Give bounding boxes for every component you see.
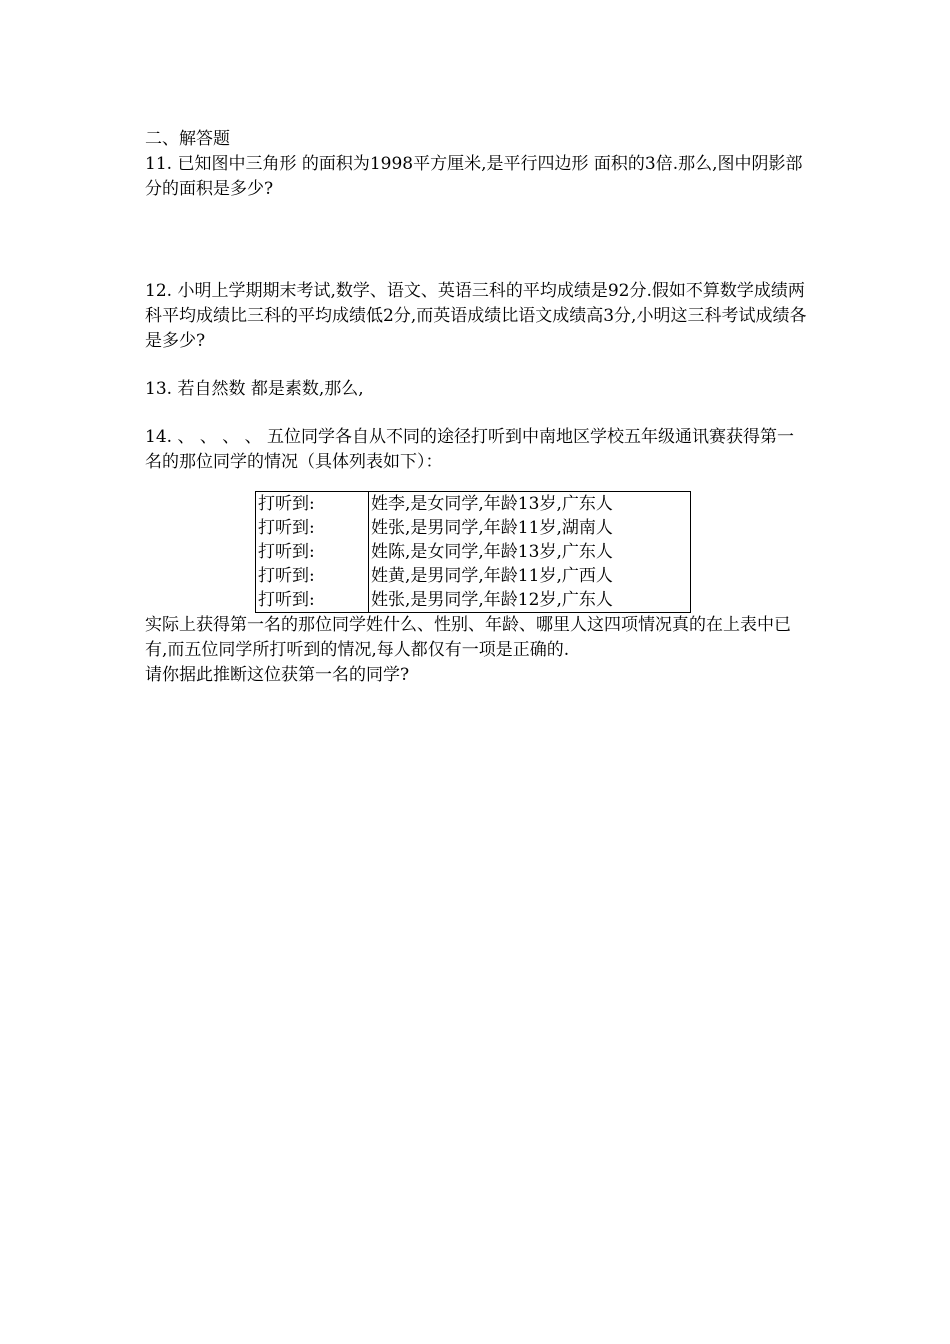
question-11: 11. 已知图中三角形 的面积为1998平方厘米,是平行四边形 面积的3倍.那么,图中阴影部分的面积是多少? [145, 154, 803, 199]
question-14: 14. 、 、 、 、 五位同学各自从不同的途径打听到中南地区学校五年级通讯赛获得第一名的那位同学的情况（具体列表如下）： [145, 427, 795, 472]
question-prompt: 请你据此推断这位获第一名的同学? [145, 665, 410, 685]
table-cell-source: 打听到: [256, 492, 369, 517]
info-table [255, 491, 691, 613]
table-cell-info: 姓李,是女同学,年龄13岁,广东人 [371, 494, 613, 514]
conclusion-paragraph: 实际上获得第一名的那位同学姓什么、性别、年龄、哪里人这四项情况真的在上表中已有,而五位同学所打听到的情况,每人都仅有一项是正确的. [145, 615, 791, 660]
table-cell-info: 姓黄,是男同学,年龄11岁,广西人 [371, 566, 613, 586]
document-page [145, 127, 810, 688]
question-13: 13. 若自然数 都是素数,那么, [145, 379, 364, 399]
table-cell-source: 打听到: [256, 588, 369, 613]
table-row [256, 588, 691, 613]
table-row [256, 492, 691, 517]
table-row [256, 516, 691, 540]
table-cell-source: 打听到: [256, 516, 369, 540]
table-row [256, 564, 691, 588]
table-cell-source: 打听到: [256, 564, 369, 588]
question-12: 12. 小明上学期期末考试,数学、语文、英语三科的平均成绩是92分.假如不算数学成绩两科平均成绩比三科的平均成绩低2分,而英语成绩比语文成绩高3分,小明这三科考试成绩各是多少? [145, 281, 807, 351]
table-cell-source: 打听到: [256, 540, 369, 564]
table-row [256, 540, 691, 564]
table-cell-info: 姓张,是男同学,年龄11岁,湖南人 [371, 518, 613, 538]
table-cell-info: 姓陈,是女同学,年龄13岁,广东人 [371, 542, 613, 562]
table-cell-info: 姓张,是男同学,年龄12岁,广东人 [371, 590, 613, 610]
section-title: 二、解答题 [145, 129, 230, 149]
